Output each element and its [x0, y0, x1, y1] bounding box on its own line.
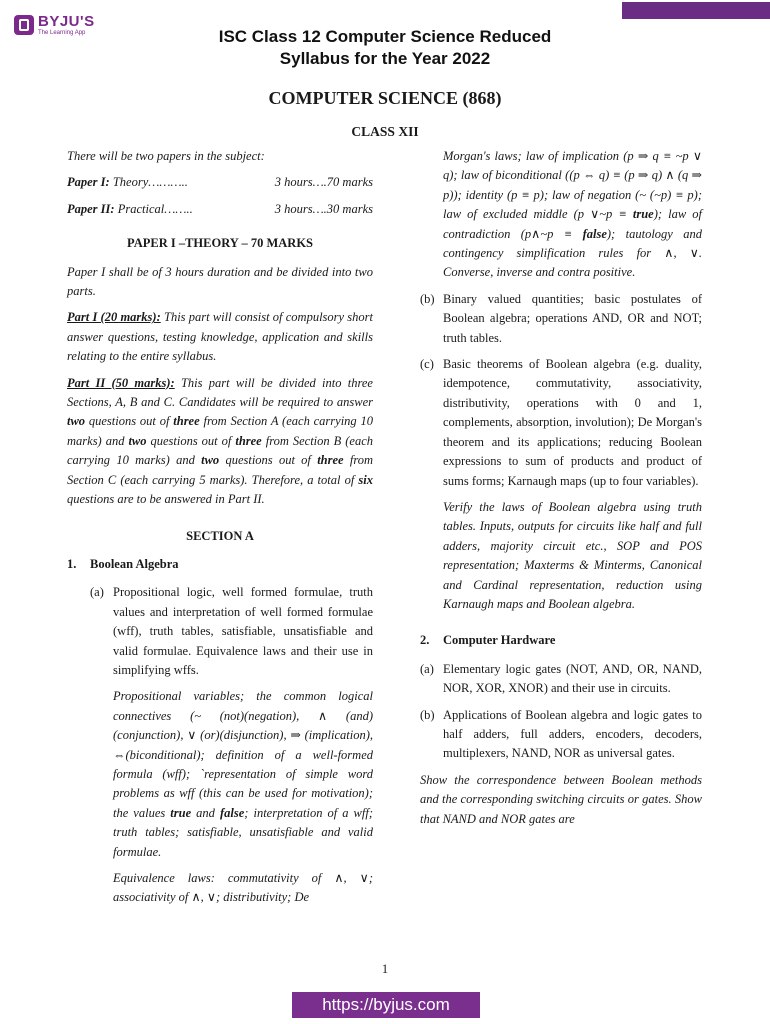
header-accent-bar	[622, 2, 770, 19]
brand-tagline: The Learning App	[38, 30, 86, 36]
theory-heading: PAPER I –THEORY – 70 MARKS	[126, 236, 314, 251]
left-column	[67, 147, 373, 908]
page-number: 1	[381, 962, 389, 976]
item-2b: (b) Applications of Boolean algebra and logic gates to half adders, full adders, encoders, decoders, multiplexers, NAND, NOR as universal gates.	[420, 707, 702, 761]
laws-continued: Morgan's laws; law of implication (p ⇒ q ≡ ~p ∨ q); law of biconditional ((p ⇔ q) ≡ (p ⇒ q) ∧ (q ⇒ p)); identity (p ≡ p); law of negation (~ (~p) ≡ p); law of excluded middle (p ∨~p ≡ true); law of contradiction (p∧~p ≡ false); tautology and contingency simplification rules for ∧, ∨. Converse, inverse and contra positive.	[443, 149, 703, 280]
note-verify-laws: Verify the laws of Boolean algebra using truth tables. Inputs, outputs for circuits like half and full adders, majority circuit etc., SOP and POS representation; Maxterms & Minterms, Canonical and Cardinal representation, reduction using Karnaugh maps and Boolean algebra.	[443, 499, 702, 611]
intro-text: There will be two papers in the subject:	[67, 149, 265, 163]
page-title: ISC Class 12 Computer Science Reduced Syllabus for the Year 2022	[218, 27, 552, 68]
topic-computer-hardware: 2. Computer Hardware	[420, 633, 556, 648]
item-1b: (b) Binary valued quantities; basic postulates of Boolean algebra; operations AND, OR and NOT; truth tables.	[420, 291, 702, 345]
topic-boolean-algebra: 1. Boolean Algebra	[67, 556, 179, 571]
note-boolean-methods: Show the correspondence between Boolean methods and the corresponding switching circuits or gates. Show that NAND and NOR gates are	[420, 772, 702, 826]
item-1c: (c) Basic theorems of Boolean algebra (e.g. duality, idempotence, commutativity, associativity, distributivity, operations with 0 and 1, complements, absorption, involution); De Morgan's theorem and its applications; reducing Boolean expressions to sum of products and product of sums forms; Karnaugh maps (up to four variables).	[420, 357, 702, 488]
subject-heading: COMPUTER SCIENCE (868)	[268, 88, 502, 108]
right-column	[420, 147, 702, 829]
note-equivalence: Equivalence laws: commutativity of ∧, ∨; associativity of ∧, ∨; distributivity; De	[113, 871, 373, 905]
item-1a: (a) Propositional logic, well formed formulae, truth values and interpretation of well formed formulae (wff), truth tables, satisfiable, unsatisfiable and valid formulae. Equivalence laws and their use in simplifying wffs.	[90, 585, 373, 677]
class-heading: CLASS XII	[351, 124, 419, 139]
part2-text: Part II (50 marks): This part will be divided into three Sections, A, B and C. Candidates will be required to answer two questions out of three from Section A (each carrying 10 marks) and two questions out of three from Section B (each carrying 10 marks) and two questions out of three from Section C (each carrying 5 marks). Therefore, a total of six questions are to be answered in Part II.	[67, 375, 374, 507]
note-propositional: Propositional variables; the common logical connectives (~ (not)(negation), ∧ (and)(conjunction), ∨ (or)(disjunction), ⇒ (implication), ⇔(biconditional); definition of a well-formed formula (wff); `representation of simple word problems as wff (this can be used for motivation); the values true and false; interpretation of a wff; truth tables; satisfiable, unsatisfiable and valid formulae.	[113, 689, 373, 859]
paper1-row: Paper I: Theory……….. 3 hours….70 marks	[67, 175, 373, 190]
item-2a: (a) Elementary logic gates (NOT, AND, OR, NAND, NOR, XOR, XNOR) and their use in circuits.	[420, 661, 702, 696]
paper2-row: Paper II: Practical…….. 3 hours….30 marks	[67, 201, 373, 216]
section-a-heading: SECTION A	[186, 528, 254, 543]
part1-text: Part I (20 marks): This part will consist of compulsory short answer questions, testing knowledge, application and skills relating to the entire syllabus.	[67, 310, 374, 364]
theory-description: Paper I shall be of 3 hours duration and be divided into two parts.	[67, 264, 373, 299]
byjus-url-banner[interactable]: https://byjus.com	[292, 992, 480, 1018]
brand-name: BYJU'S	[38, 13, 95, 30]
